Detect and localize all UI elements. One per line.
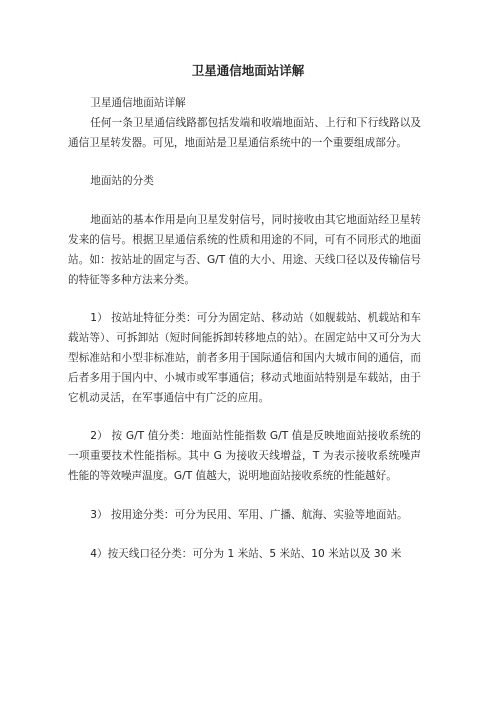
- document-title: 卫星通信地面站详解: [191, 63, 305, 78]
- section-heading-classification: 地面站的分类: [90, 175, 154, 188]
- intro-paragraph: 任何一条卫星通信线路都包括发端和收端地面站、上行和下行线路以及通信卫星转发器。可见，地面站是卫星通信系统中的一个重要组成部分。: [68, 116, 421, 149]
- paragraph-gap: [68, 192, 421, 211]
- paragraph-gap: [68, 290, 421, 309]
- paragraph-gap: [68, 408, 421, 427]
- subtitle-paragraph: 卫星通信地面站详解: [90, 97, 186, 109]
- basic-function-paragraph: 地面站的基本作用是向卫星发射信号，同时接收由其它地面站经卫星转发来的信号。根据卫星通信系统的性质和用途的不同，可有不同形式的地面站。如：按站址的固定与否、G/T 值的大小、用途、天线口径以及传输信号的特征等多种方法来分类。: [68, 214, 421, 286]
- list-item-gt-value: 2） 按 G/T 值分类：地面站性能指数 G/T 值是反映地面站接收系统的一项重要技术性能指标。其中 G 为接收天线增益，T 为表示接收系统噪声性能的等效噪声温度。G/T 值越大，说明地面站接收系统的性能越好。: [68, 430, 421, 482]
- list-item-antenna-size: 4）按天线口径分类：可分为 1 米站、5 米站、10 米站以及 30 米: [90, 547, 402, 560]
- paragraph-gap: [68, 487, 421, 506]
- paragraph-gap: [68, 153, 421, 172]
- list-item-site-type: 1） 按站址特征分类：可分为固定站、移动站（如舰载站、机载站和车载站等）、可拆卸站（短时间能拆卸转移地点的站）。在固定站中又可分为大型标准站和小型非标准站，前者多用于国际通信和国内大城市间的通信，而后者多用于国内中、小城市或军事通信；移动式地面站特别是车载站，由于它机动灵活，在军事通信中有广泛的应用。: [68, 312, 421, 404]
- list-item-usage: 3） 按用途分类：可分为民用、军用、广播、航海、实验等地面站。: [90, 508, 408, 521]
- paragraph-gap: [68, 526, 421, 545]
- document-body: [68, 94, 421, 564]
